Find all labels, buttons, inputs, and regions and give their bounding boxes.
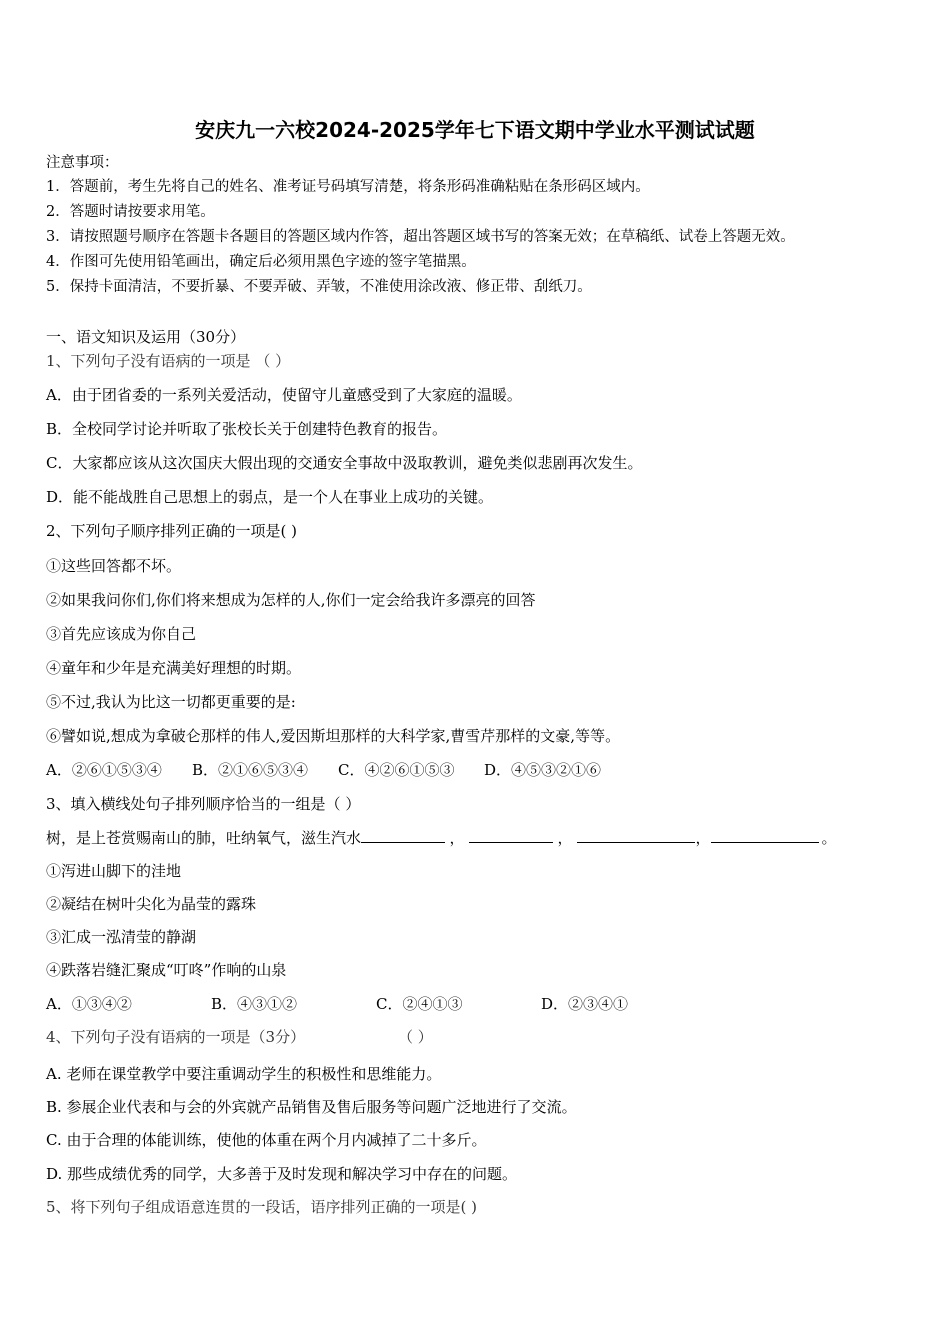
question-2-sentence: ⑥譬如说,想成为拿破仑那样的伟人,爱因斯坦那样的大科学家,曹雪芹那样的文豪,等等。 xyxy=(46,727,621,745)
separator: ， xyxy=(557,829,573,847)
question-4-option-a: A. 老师在课堂教学中要注重调动学生的积极性和思维能力。 xyxy=(46,1065,442,1083)
question-2-stem: 2、下列句子顺序排列正确的一项是( ) xyxy=(46,522,298,540)
question-2-option-a: A．②⑥①⑤③④ xyxy=(46,761,162,779)
question-3-sentence: ①泻进山脚下的洼地 xyxy=(46,862,182,880)
answer-blank[interactable] xyxy=(469,828,553,843)
question-4-stem-text: 4、下列句子没有语病的一项是（3分） xyxy=(46,1028,306,1046)
question-3-options xyxy=(46,994,628,1014)
question-3-sentence: ④跌落岩缝汇聚成“叮咚”作响的山泉 xyxy=(46,961,287,979)
question-3-option-b: B．④③①② xyxy=(211,995,298,1013)
question-2-option-d: D．④⑤③②①⑥ xyxy=(484,761,602,779)
question-4-option-d: D. 那些成绩优秀的同学，大多善于及时发现和解决学习中存在的问题。 xyxy=(46,1165,518,1183)
question-3-option-d: D．②③④① xyxy=(541,995,629,1013)
question-2-sentence: ⑤不过,我认为比这一切都更重要的是: xyxy=(46,693,296,711)
question-1-stem: 1、下列句子没有语病的一项是 （ ） xyxy=(46,352,291,370)
question-2-sentence: ①这些回答都不坏。 xyxy=(46,557,182,575)
notice-item: 5．保持卡面清洁，不要折暴、不要弄破、弄皱，不准使用涂改液、修正带、刮纸刀。 xyxy=(46,279,592,295)
separator: ， xyxy=(449,829,465,847)
notice-item: 3．请按照题号顺序在答题卡各题目的答题区域内作答，超出答题区域书写的答案无效；在草稿纸、试卷上答题无效。 xyxy=(46,229,795,245)
answer-paren: （ ） xyxy=(398,1028,433,1046)
answer-blank[interactable] xyxy=(361,828,445,843)
question-3-passage xyxy=(46,828,839,848)
notice-heading: 注意事项： xyxy=(46,155,119,171)
question-3-sentence: ③汇成一泓清莹的静湖 xyxy=(46,928,197,946)
question-4-option-b: B. 参展企业代表和与会的外宾就产品销售及售后服务等问题广泛地进行了交流。 xyxy=(46,1098,577,1116)
question-3-stem: 3、填入横线处句子排列顺序恰当的一组是（ ） xyxy=(46,795,361,813)
question-5-stem: 5、将下列句子组成语意连贯的一段话，语序排列正确的一项是( ) xyxy=(46,1198,478,1216)
question-2-sentence: ④童年和少年是充满美好理想的时期。 xyxy=(46,659,302,677)
question-1-option-b: B．全校同学讨论并听取了张校长关于创建特色教育的报告。 xyxy=(46,420,448,438)
notice-item: 2．答题时请按要求用笔。 xyxy=(46,204,215,220)
question-3-option-c: C．②④①③ xyxy=(376,995,463,1013)
question-2-option-b: B．②①⑥⑤③④ xyxy=(192,761,309,779)
question-2-option-c: C．④②⑥①⑤③ xyxy=(338,761,455,779)
separator: ， xyxy=(695,829,711,847)
question-3-option-a: A．①③④② xyxy=(46,995,132,1013)
question-2-options xyxy=(46,760,601,780)
question-1-option-a: A．由于团省委的一系列关爱活动，使留守儿童感受到了大家庭的温暖。 xyxy=(46,386,522,404)
section-heading: 一、语文知识及运用（30分） xyxy=(46,328,246,346)
question-4-stem xyxy=(46,1027,433,1047)
question-1-option-c: C．大家都应该从这次国庆大假出现的交通安全事故中汲取教训，避免类似悲剧再次发生。 xyxy=(46,454,643,472)
question-4-option-c: C. 由于合理的体能训练，使他的体重在两个月内减掉了二十多斤。 xyxy=(46,1131,487,1149)
page-title: 安庆九一六校2024-2025学年七下语文期中学业水平测试试题 xyxy=(195,118,755,142)
answer-blank[interactable] xyxy=(577,828,695,843)
question-3-passage-text: 树，是上苍赏赐南山的肺，吐纳氧气，滋生汽水 xyxy=(46,829,362,847)
notice-item: 4．作图可先使用铅笔画出，确定后必须用黑色字迹的签字笔描黑。 xyxy=(46,254,476,270)
question-1-option-d: D．能不能战胜自己思想上的弱点，是一个人在事业上成功的关键。 xyxy=(46,488,494,506)
answer-blank[interactable] xyxy=(711,828,819,843)
notice-item: 1．答题前，考生先将自己的姓名、准考证号码填写清楚，将条形码准确粘贴在条形码区域内。 xyxy=(46,179,650,195)
period: 。 xyxy=(821,829,837,847)
question-2-sentence: ②如果我问你们,你们将来想成为怎样的人,你们一定会给我许多漂亮的回答 xyxy=(46,591,536,609)
question-2-sentence: ③首先应该成为你自己 xyxy=(46,625,197,643)
question-3-sentence: ②凝结在树叶尖化为晶莹的露珠 xyxy=(46,895,257,913)
